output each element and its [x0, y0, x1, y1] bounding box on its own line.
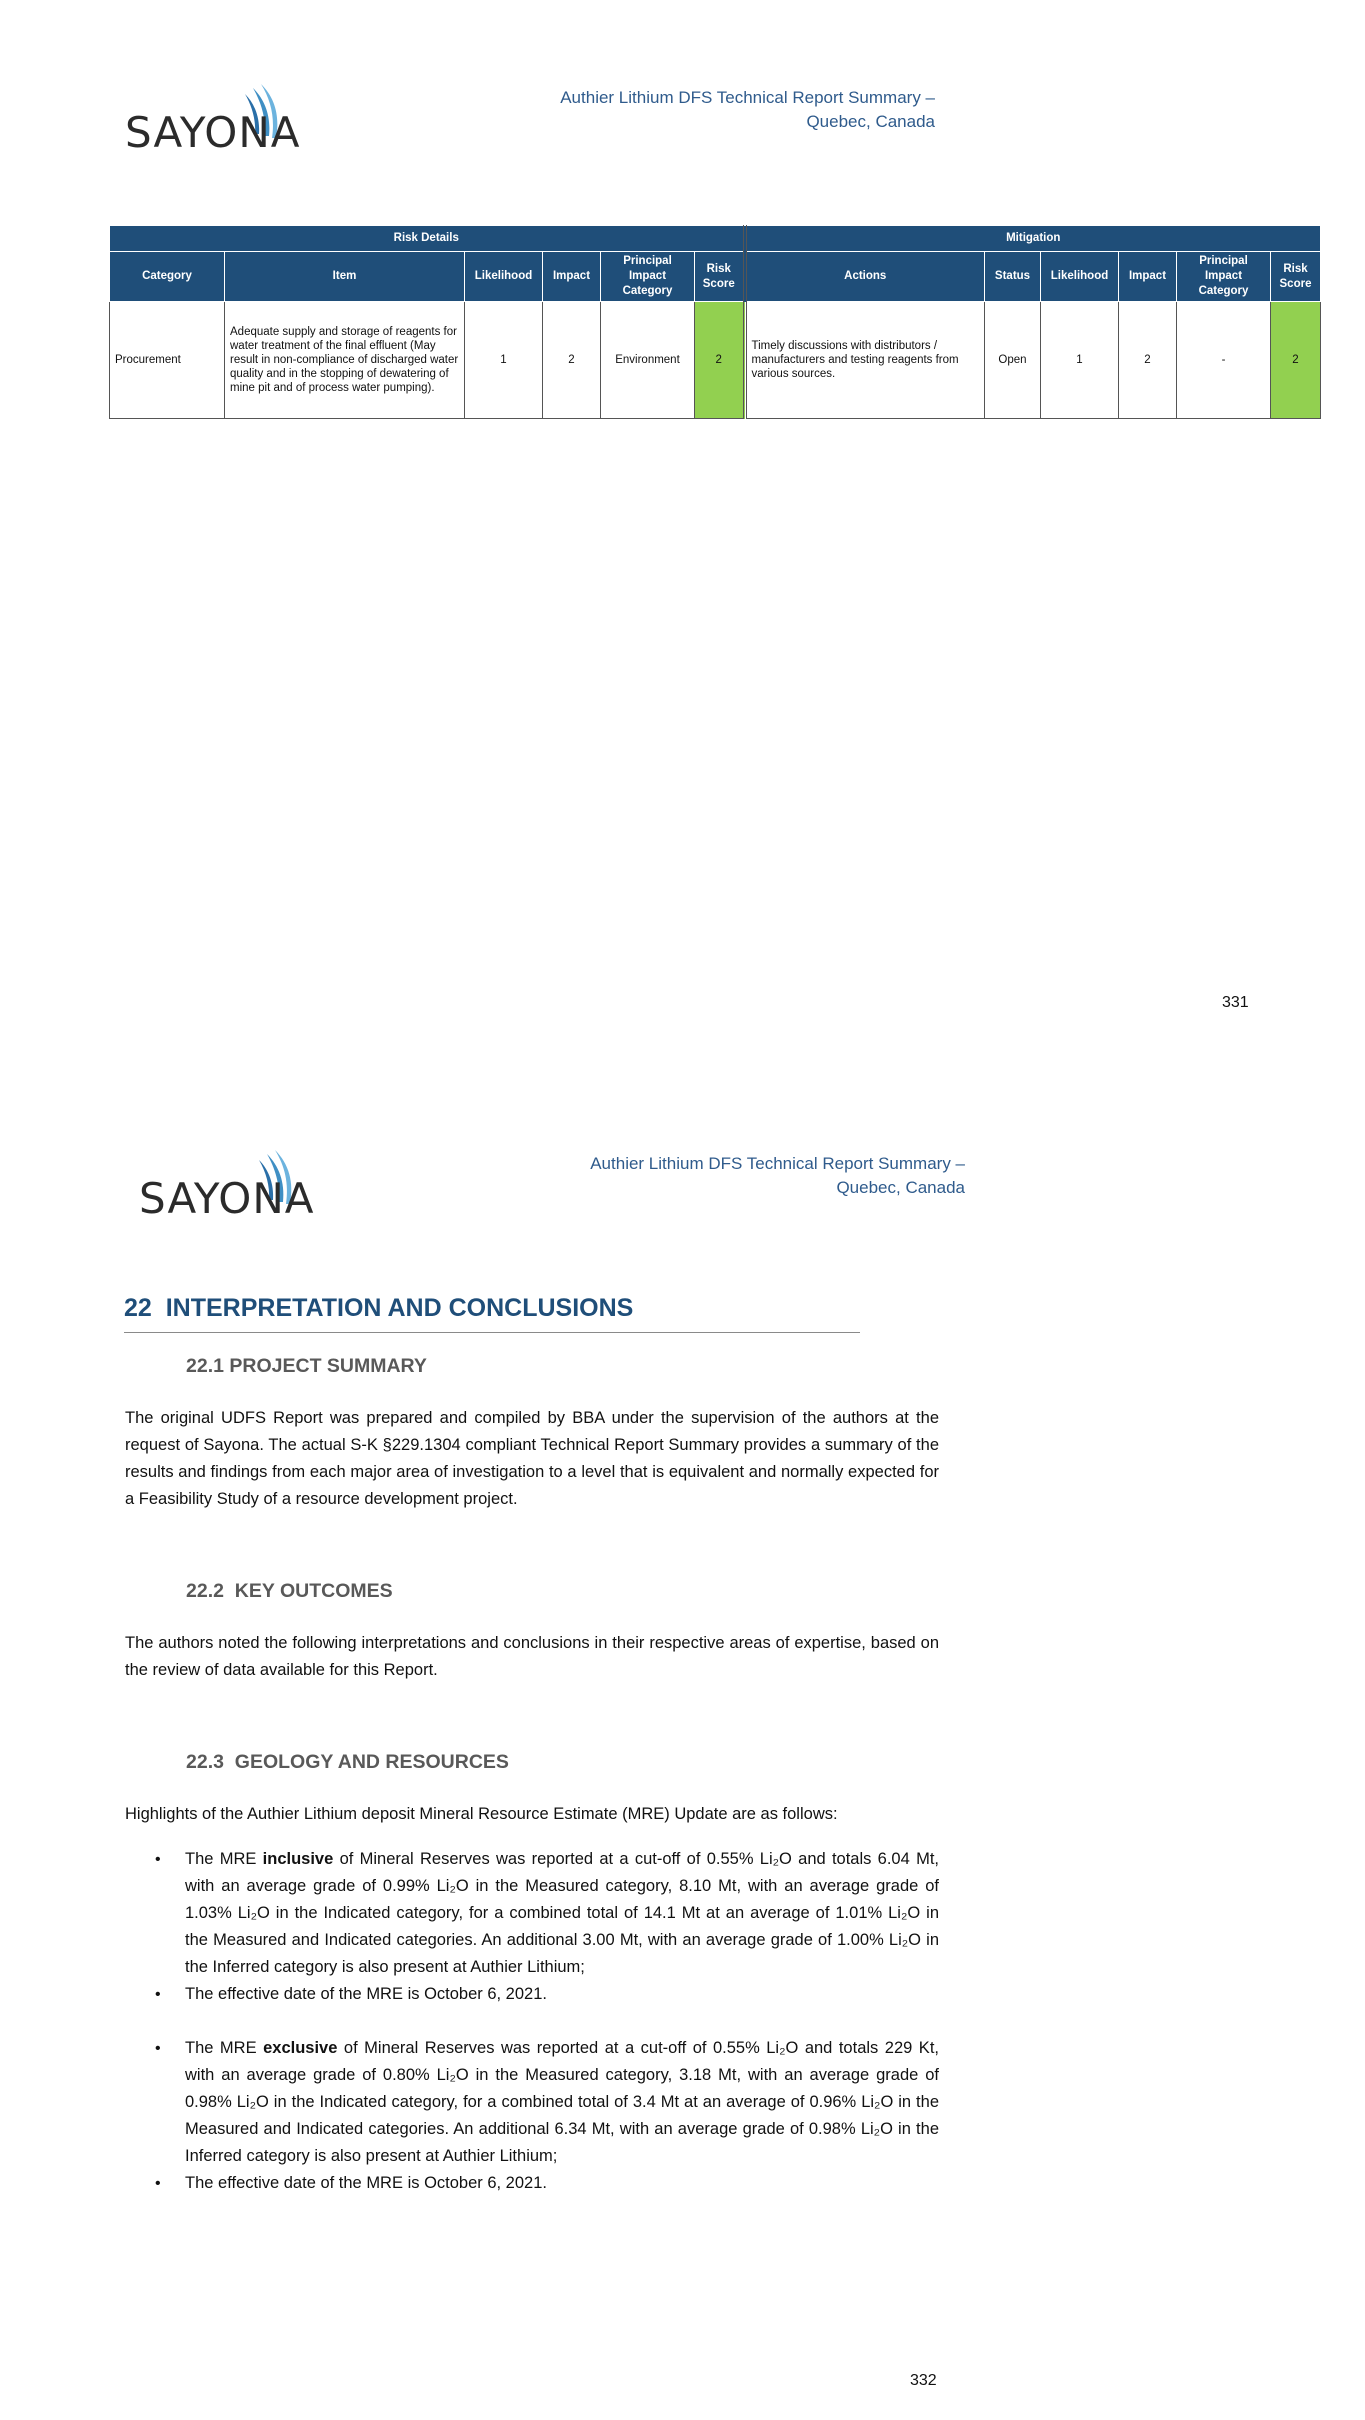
subsection-number: 22.3: [186, 1751, 224, 1773]
cell-category: Procurement: [110, 302, 225, 419]
col-header-mitigation-principal-impact-category: Principal Impact Category: [1177, 252, 1271, 302]
section-heading-22: [124, 1294, 633, 1323]
group-header-risk-details: Risk Details: [110, 226, 745, 252]
col-header-principal-impact-category: Principal Impact Category: [601, 252, 695, 302]
page-number-331: 331: [1222, 994, 1249, 1011]
subsection-title: PROJECT SUMMARY: [229, 1355, 427, 1377]
project-summary-paragraph: The original UDFS Report was prepared and compiled by BBA under the supervision of the authors at the request of Sayona. The actual S-K §229.1304 compliant Technical Report Summary provides a summary of the results and findings from each major area of investigation to a level that is equivalent and normally expected for a Feasibility Study of a resource development project.: [125, 1409, 939, 1508]
report-header-title: [480, 86, 935, 134]
table-column-header-row: [110, 252, 1321, 302]
page-number-332: 332: [910, 2372, 937, 2389]
sayona-logo: [139, 1148, 314, 1226]
section-title: INTERPRETATION AND CONCLUSIONS: [165, 1294, 634, 1322]
col-header-mitigation-impact: Impact: [1119, 252, 1177, 302]
cell-status: Open: [985, 302, 1041, 419]
section-divider: [124, 1332, 860, 1333]
logo-text: SAYONA: [139, 1174, 315, 1223]
col-header-risk-score: Risk Score: [695, 252, 745, 302]
col-header-item: Item: [225, 252, 465, 302]
inclusive-emphasis: inclusive: [262, 1850, 334, 1868]
cell-likelihood: 1: [465, 302, 543, 419]
header-line-1: Authier Lithium DFS Technical Report Summary –: [560, 88, 935, 107]
col-header-mitigation-risk-score: Risk Score: [1271, 252, 1321, 302]
section-number: 22: [124, 1294, 152, 1322]
col-header-impact: Impact: [543, 252, 601, 302]
list-item: • The MRE exclusive of Mineral Reserves was reported at a cut-off of 0.55% Li₂O and totals 229 Kt, with an average grade of 0.80% Li₂O in the Measured category, 3.18 Mt, with an average grade of 0.98% Li₂O in the Indicated category, for a combined total of 3.4 Mt at an average of 0.96% Li₂O in the Measured and Indicated categories. An additional 6.34 Mt, with an average grade of 0.98% Li₂O in the Inferred category is also present at Authier Lithium;: [125, 2035, 939, 2170]
mre-bullet-list: [125, 1846, 939, 2197]
risk-table-container: [109, 225, 1321, 419]
geology-intro-paragraph: Highlights of the Authier Lithium deposit Mineral Resource Estimate (MRE) Update are as follows:: [125, 1805, 838, 1823]
subsection-heading-22-2: [186, 1580, 393, 1603]
col-header-actions: Actions: [745, 252, 985, 302]
table-row: [110, 302, 1321, 419]
cell-mitigation-risk-score: 2: [1271, 302, 1321, 419]
col-header-likelihood: Likelihood: [465, 252, 543, 302]
cell-impact: 2: [543, 302, 601, 419]
logo-text: SAYONA: [125, 108, 301, 157]
subsection-heading-22-3: [186, 1751, 509, 1774]
sayona-logo: [125, 82, 300, 160]
exclusive-emphasis: exclusive: [263, 2039, 338, 2057]
subsection-heading-22-1: [186, 1355, 427, 1378]
table-group-header-row: [110, 226, 1321, 252]
header-line-2: Quebec, Canada: [806, 112, 935, 131]
cell-mitigation-principal-impact-category: -: [1177, 302, 1271, 419]
cell-mitigation-likelihood: 1: [1041, 302, 1119, 419]
col-header-status: Status: [985, 252, 1041, 302]
cell-item: Adequate supply and storage of reagents for water treatment of the final effluent (May result in non-compliance of discharged water quality and in the stopping of dewatering of mine pit and of process water pumping).: [225, 302, 465, 419]
cell-risk-score: 2: [695, 302, 745, 419]
report-header-title: [495, 1152, 965, 1200]
subsection-title: KEY OUTCOMES: [234, 1580, 393, 1602]
header-line-2: Quebec, Canada: [836, 1178, 965, 1197]
subsection-title: GEOLOGY AND RESOURCES: [234, 1751, 509, 1773]
list-item: • The MRE inclusive of Mineral Reserves was reported at a cut-off of 0.55% Li₂O and totals 6.04 Mt, with an average grade of 0.99% Li₂O in the Measured category, 8.10 Mt, with an average grade of 1.03% Li₂O in the Indicated category, for a combined total of 14.1 Mt at an average of 1.01% Li₂O in the Measured and Indicated categories. An additional 3.00 Mt, with an average grade of 1.00% Li₂O in the Inferred category is also present at Authier Lithium;: [125, 1846, 939, 1981]
cell-mitigation-impact: 2: [1119, 302, 1177, 419]
subsection-number: 22.2: [186, 1580, 224, 1602]
list-item: • The effective date of the MRE is October 6, 2021.: [125, 1981, 939, 2008]
col-header-mitigation-likelihood: Likelihood: [1041, 252, 1119, 302]
key-outcomes-paragraph: The authors noted the following interpretations and conclusions in their respective areas of expertise, based on the review of data available for this Report.: [125, 1634, 939, 1679]
risk-table: [109, 225, 1321, 419]
cell-principal-impact-category: Environment: [601, 302, 695, 419]
cell-actions: Timely discussions with distributors / manufacturers and testing reagents from various sources.: [745, 302, 985, 419]
group-header-mitigation: Mitigation: [745, 226, 1321, 252]
col-header-category: Category: [110, 252, 225, 302]
header-line-1: Authier Lithium DFS Technical Report Summary –: [590, 1154, 965, 1173]
subsection-number: 22.1: [186, 1355, 224, 1377]
list-item: • The effective date of the MRE is October 6, 2021.: [125, 2170, 939, 2197]
